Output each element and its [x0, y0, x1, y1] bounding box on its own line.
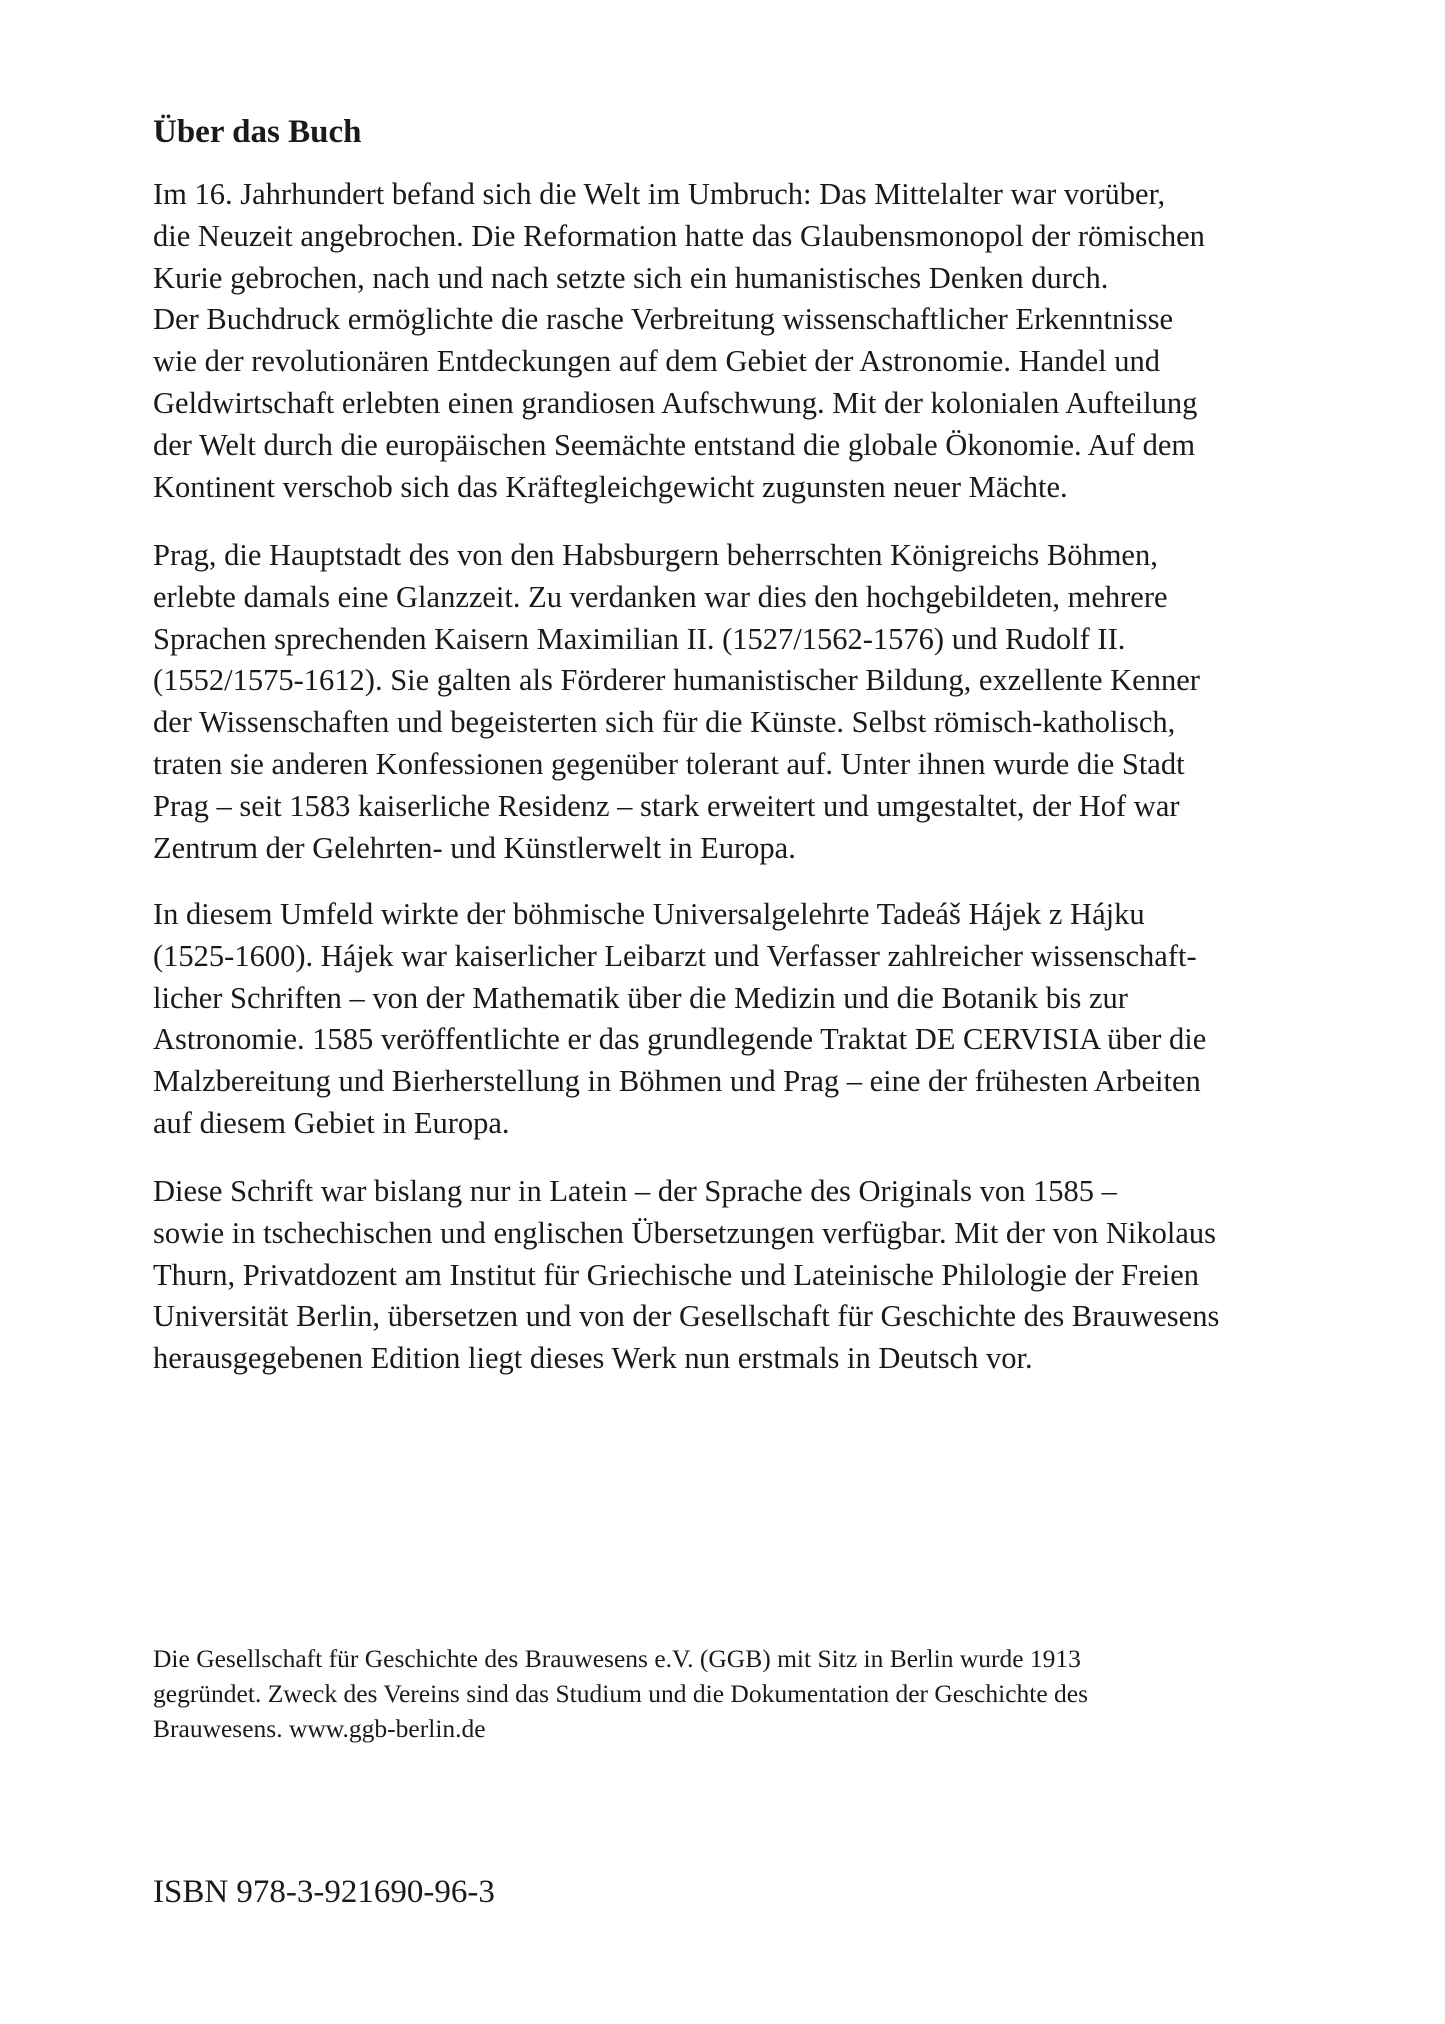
section-heading: Über das Buch: [153, 114, 362, 150]
paragraph-hajek: [153, 894, 1206, 1145]
text-line: Astronomie. 1585 veröffentlichte er das grundlegende Traktat DE CERVISIA über die: [153, 1022, 1207, 1057]
text-line: (1525-1600). Hájek war kaiserlicher Leibarzt und Verfasser zahlreicher wissenschaft-: [153, 938, 1197, 973]
text-line: Universität Berlin, übersetzen und von der Gesellschaft für Geschichte des Brauwesens: [153, 1299, 1220, 1334]
text-line: Der Buchdruck ermöglichte die rasche Verbreitung wissenschaftlicher Erkenntnisse: [153, 302, 1173, 337]
text-line: (1552/1575-1612). Sie galten als Förderer humanistischer Bildung, exzellente Kenner: [153, 663, 1200, 698]
text-line: der Welt durch die europäischen Seemächte entstand die globale Ökonomie. Auf dem: [153, 427, 1196, 462]
text-line: Brauwesens. www.ggb-berlin.de: [153, 1714, 486, 1743]
text-line: Malzbereitung und Bierherstellung in Böhmen und Prag – eine der frühesten Arbeiten: [153, 1064, 1201, 1099]
text-line: Prag – seit 1583 kaiserliche Residenz – stark erweitert und umgestaltet, der Hof war: [153, 788, 1180, 823]
text-line: herausgegebenen Edition liegt dieses Werk nun erstmals in Deutsch vor.: [153, 1341, 1033, 1376]
text-line: der Wissenschaften und begeisterten sich für die Künste. Selbst römisch-katholisch,: [153, 705, 1176, 740]
paragraph-prague: [153, 535, 1200, 869]
text-line: Kurie gebrochen, nach und nach setzte sich ein humanistisches Denken durch.: [153, 260, 1109, 295]
text-line: erlebte damals eine Glanzzeit. Zu verdanken war dies den hochgebildeten, mehrere: [153, 579, 1168, 614]
text-line: Kontinent verschob sich das Kräftegleichgewicht zugunsten neuer Mächte.: [153, 469, 1068, 504]
text-line: traten sie anderen Konfessionen gegenüber tolerant auf. Unter ihnen wurde die Stadt: [153, 746, 1185, 781]
text-line: auf diesem Gebiet in Europa.: [153, 1105, 510, 1140]
text-line: wie der revolutionären Entdeckungen auf dem Gebiet der Astronomie. Handel und: [153, 344, 1161, 379]
text-line: Zentrum der Gelehrten- und Künstlerwelt in Europa.: [153, 830, 796, 865]
text-line: Thurn, Privatdozent am Institut für Griechische und Lateinische Philologie der Freien: [153, 1257, 1200, 1292]
text-line: Sprachen sprechenden Kaisern Maximilian II. (1527/1562-1576) und Rudolf II.: [153, 621, 1126, 656]
text-line: Geldwirtschaft erlebten einen grandiosen Aufschwung. Mit der kolonialen Aufteilung: [153, 385, 1198, 420]
publisher-note: [153, 1641, 1088, 1746]
paragraph-intro: [153, 174, 1205, 508]
paragraph-edition: [153, 1171, 1219, 1380]
text-line: In diesem Umfeld wirkte der böhmische Universalgelehrte Tadeáš Hájek z Hájku: [153, 897, 1145, 931]
isbn-number: ISBN 978-3-921690-96-3: [153, 1874, 495, 1910]
text-line: sowie in tschechischen und englischen Übersetzungen verfügbar. Mit der von Nikolaus: [153, 1215, 1216, 1250]
text-line: Prag, die Hauptstadt des von den Habsburgern beherrschten Königreichs Böhmen,: [153, 538, 1158, 572]
text-line: Die Gesellschaft für Geschichte des Brauwesens e.V. (GGB) mit Sitz in Berlin wurde 1913: [153, 1644, 1081, 1673]
text-line: licher Schriften – von der Mathematik über die Medizin und die Botanik bis zur: [153, 980, 1128, 1015]
text-line: Diese Schrift war bislang nur in Latein – der Sprache des Originals von 1585 –: [153, 1174, 1117, 1208]
text-line: Im 16. Jahrhundert befand sich die Welt im Umbruch: Das Mittelalter war vorüber,: [153, 177, 1166, 211]
text-line: gegründet. Zweck des Vereins sind das Studium und die Dokumentation der Geschichte des: [153, 1679, 1089, 1708]
text-line: die Neuzeit angebrochen. Die Reformation hatte das Glaubensmonopol der römischen: [153, 218, 1205, 253]
